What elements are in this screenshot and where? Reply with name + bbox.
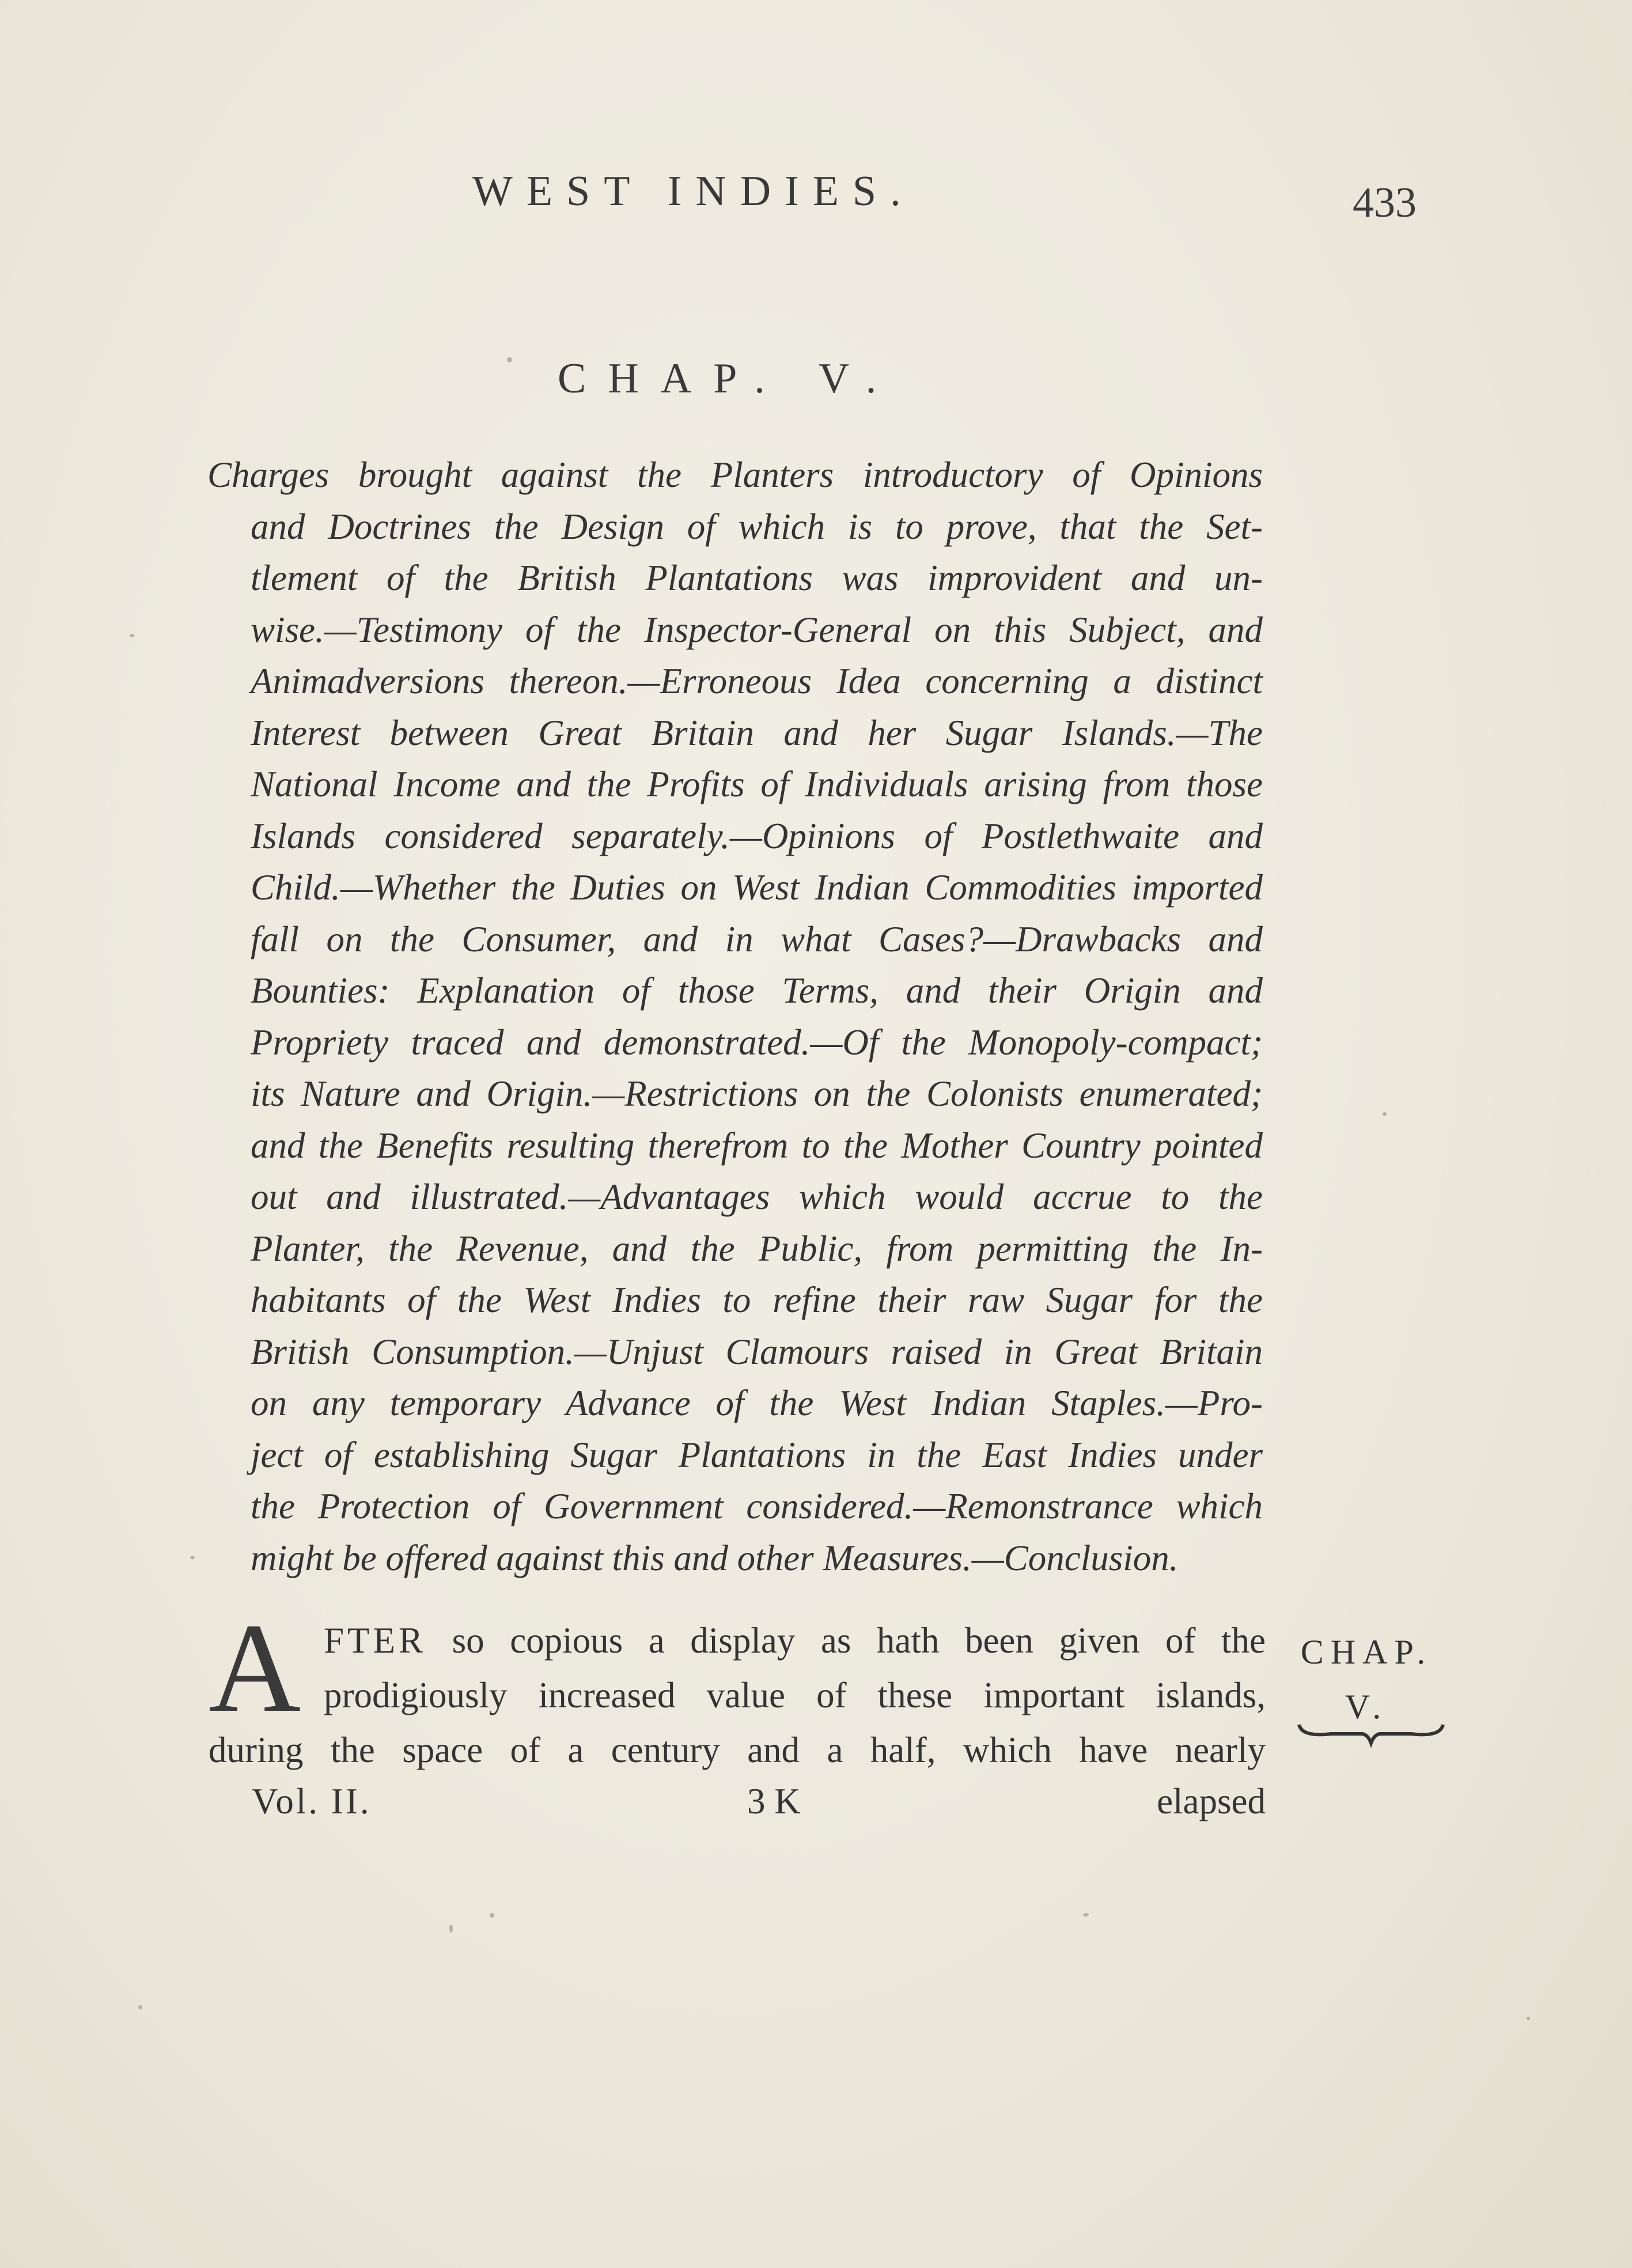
- argument-line: habitants of the West Indies to refine their raw Sugar for the: [251, 1280, 1263, 1320]
- margin-chap-number: V.: [1345, 1688, 1388, 1726]
- paper-speck: [507, 357, 512, 362]
- paper-speck: [490, 1913, 494, 1918]
- argument-line: its Nature and Origin.—Restrictions on the Colonists enumerated;: [251, 1073, 1263, 1114]
- chapter-argument: [207, 449, 1263, 1584]
- body-line-text: so copious a display as hath been given of the: [452, 1620, 1266, 1661]
- chapter-heading: CHAP. V.: [558, 355, 899, 402]
- argument-line: National Income and the Profits of Individuals arising from those: [251, 764, 1263, 804]
- argument-line: wise.—Testimony of the Inspector-General on this Subject, and: [251, 609, 1263, 650]
- argument-line: Charges brought against the Planters introductory of Opinions: [207, 455, 1263, 495]
- argument-line: on any temporary Advance of the West Indian Staples.—Pro-: [251, 1383, 1263, 1423]
- argument-line: might be offered against this and other Measures.—Conclusion.: [251, 1537, 1179, 1578]
- argument-line: British Consumption.—Unjust Clamours raised in Great Britain: [251, 1331, 1263, 1372]
- argument-line: tlement of the British Plantations was improvident and un-: [251, 558, 1263, 598]
- argument-line: Animadversions thereon.—Erroneous Idea concerning a distinct: [251, 661, 1263, 701]
- argument-line: ject of establishing Sugar Plantations in the East Indies under: [251, 1434, 1263, 1475]
- argument-line: Islands considered separately.—Opinions of Postlethwaite and: [251, 815, 1263, 856]
- argument-line: out and illustrated.—Advantages which would accrue to the: [251, 1177, 1263, 1217]
- first-word-rest: FTER: [324, 1620, 427, 1661]
- argument-line: and the Benefits resulting therefrom to the Mother Country pointed: [251, 1125, 1263, 1166]
- body-line: [324, 1613, 1266, 1668]
- page-footer: [209, 1781, 1266, 1835]
- margin-brace-ornament: [1296, 1720, 1446, 1749]
- running-title: WEST INDIES.: [472, 168, 915, 215]
- body-paragraph: [209, 1597, 1266, 1778]
- argument-line: Child.—Whether the Duties on West Indian Commodities imported: [251, 867, 1263, 908]
- signature-mark: 3 K: [747, 1781, 801, 1821]
- argument-line: fall on the Consumer, and in what Cases?—Drawbacks and: [251, 918, 1263, 959]
- catchword: elapsed: [1157, 1781, 1266, 1821]
- paper-speck: [1383, 1112, 1387, 1116]
- paper-speck: [190, 1556, 195, 1559]
- paper-speck: [1083, 1913, 1089, 1917]
- argument-line: Planter, the Revenue, and the Public, from permitting the In-: [251, 1228, 1263, 1269]
- volume-mark: Vol. II.: [252, 1781, 372, 1821]
- argument-line: and Doctrines the Design of which is to prove, that the Set-: [251, 506, 1263, 547]
- page-number: 433: [1353, 179, 1417, 226]
- argument-line: Propriety traced and demonstrated.—Of the Monopoly-compact;: [251, 1022, 1263, 1063]
- body-line: during the space of a century and a half, which have nearly: [209, 1730, 1266, 1770]
- argument-line: Bounties: Explanation of those Terms, and their Origin and: [251, 970, 1263, 1011]
- paper-speck: [1527, 2017, 1530, 2020]
- argument-line: Interest between Great Britain and her Sugar Islands.—The: [251, 712, 1263, 753]
- body-line: prodigiously increased value of these important islands,: [324, 1675, 1266, 1715]
- paper-speck: [138, 2005, 142, 2009]
- margin-chapter-note: [1280, 1625, 1453, 1734]
- argument-line: the Protection of Government considered.—Remonstrance which: [251, 1486, 1263, 1526]
- drop-cap: A: [209, 1597, 301, 1739]
- margin-chap-label: CHAP.: [1300, 1633, 1433, 1671]
- paper-speck: [130, 634, 134, 637]
- paper-speck: [449, 1925, 453, 1933]
